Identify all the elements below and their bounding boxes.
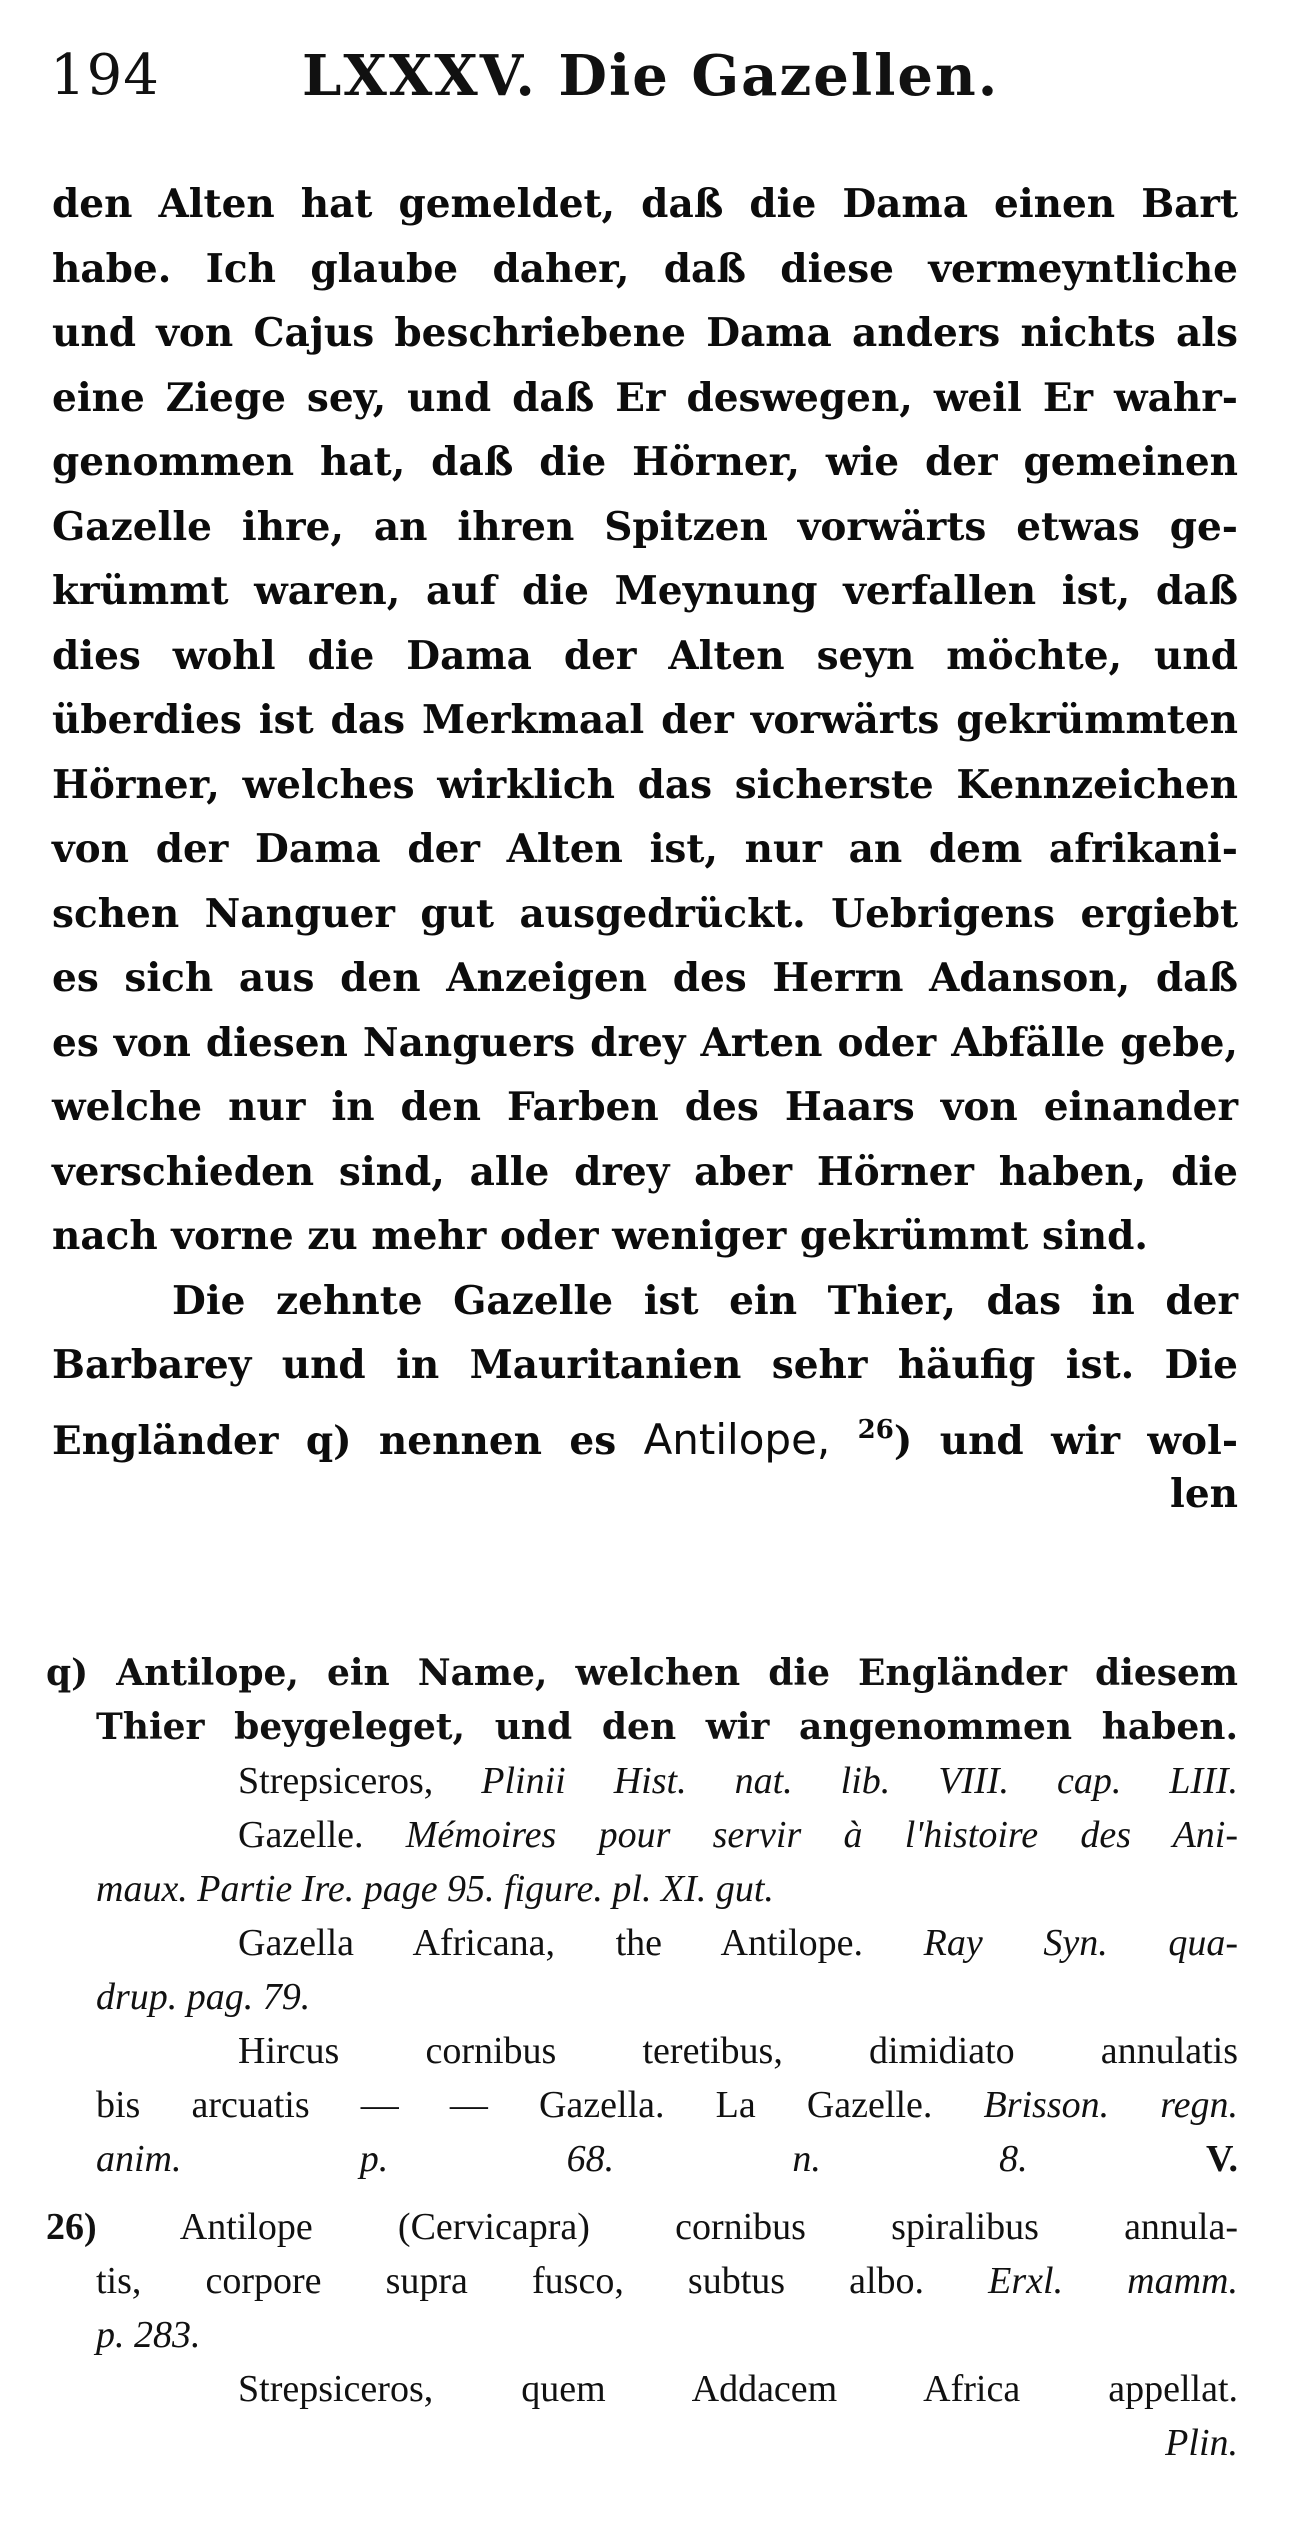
text-line: es von diesen Nanguers drey Arten oder Abfälle gebe, (52, 1019, 1238, 1066)
footnote-26-line (96, 2254, 1238, 2308)
footnote-ref-26: 26 (857, 1414, 894, 1445)
footnote-text: Antilope (Cervicapra) cornibus spiralibus annula- (179, 2206, 1239, 2248)
footnote-label-26: 26) (46, 2206, 97, 2248)
ref-roman: bis arcuatis — — Gazella. La Gazelle. (96, 2084, 933, 2126)
catchword: len (1170, 1471, 1238, 1517)
footnote-text: Antilope, ein Name, welchen die Engländer diesem (116, 1652, 1238, 1694)
ref-italic: Plinii Hist. nat. lib. VIII. cap. LIII. (481, 1760, 1238, 1802)
footnote-label-q: q) (46, 1652, 89, 1694)
main-text (52, 172, 1238, 1527)
text-line: nach vorne zu mehr oder weniger gekrümmt sind. (52, 1213, 1148, 1259)
text-line: den Alten hat gemeldet, daß die Dama einen Bart (52, 181, 1238, 227)
text-line: schen Nanguer gut ausgedrückt. Uebrigens ergiebt (52, 890, 1238, 937)
ref-italic: Brisson. regn. (983, 2084, 1239, 2126)
footnote-ref-line (96, 1916, 1238, 1970)
ref-italic: Erxl. mamm. (988, 2260, 1238, 2302)
ref-italic: Ray Syn. qua- (923, 1922, 1238, 1964)
ref-roman: Gazella Africana, the Antilope. (238, 1922, 864, 1964)
antilope-word: Antilope, (643, 1414, 831, 1464)
text-line: habe. Ich glaube daher, daß diese vermeyntliche (52, 245, 1238, 292)
page-number: 194 (50, 43, 160, 108)
text-line: überdies ist das Merkmaal der vorwärts gekrümmten (52, 697, 1238, 743)
text-line: dies wohl die Dama der Alten seyn möchte, und (52, 632, 1238, 679)
footnote-ref-line (96, 2078, 1238, 2132)
text-line: verschieden sind, alle drey aber Hörner haben, die (52, 1148, 1238, 1195)
text-line: Hörner, welches wirklich das sicherste Kennzeichen (52, 761, 1238, 808)
ref-roman: Gazelle. (238, 1814, 364, 1856)
footnote-q-line (46, 1646, 1238, 1700)
footnote-ref-line (96, 1808, 1238, 1862)
footnote-q-line: Thier beygeleget, und den wir angenommen haben. (96, 1706, 1238, 1748)
ref-italic: anim. p. 68. n. 8. (96, 2138, 1028, 2180)
footnote-ref-line (96, 1754, 1238, 1808)
footnote-26-line (46, 2200, 1239, 2254)
footnote-26-line: p. 283. (96, 2314, 201, 2356)
footnote-ref-line (96, 1862, 1238, 1916)
text-line: krümmt waren, auf die Meynung verfallen ist, daß (52, 568, 1238, 614)
text-line: Barbarey und in Mauritanien sehr häufig ist. Die (52, 1342, 1238, 1388)
footnote-ref-line (96, 1970, 1238, 2024)
text-fragment: ) und wir wol- (893, 1417, 1239, 1464)
text-line: genommen hat, daß die Hörner, wie der gemeinen (52, 439, 1238, 485)
ref-italic: drup. pag. 79. (96, 1976, 311, 2018)
text-line: welche nur in den Farben des Haars von einander (52, 1084, 1238, 1130)
paragraph-start: Die zehnte Gazelle ist ein Thier, das in der (172, 1277, 1238, 1324)
text-line: es sich aus den Anzeigen des Herrn Adanson, daß (52, 955, 1238, 1001)
ref-roman: Strepsiceros, (238, 1760, 434, 1802)
page-header (50, 36, 1246, 116)
text-line: von der Dama der Alten ist, nur an dem afrikani- (52, 826, 1238, 872)
text-line: eine Ziege sey, und daß Er deswegen, weil Er wahr- (52, 374, 1238, 421)
footnote-text: tis, corpore supra fusco, subtus albo. (96, 2260, 925, 2302)
text-fragment: Engländer q) nennen es (52, 1417, 617, 1464)
footnote-26-line: Strepsiceros, quem Addacem Africa appellat. (238, 2368, 1238, 2410)
text-line-with-refs (52, 1398, 1238, 1463)
running-title: LXXXV. Die Gazellen. (302, 43, 1000, 109)
text-line: und von Cajus beschriebene Dama anders nichts als (52, 310, 1238, 356)
ref-italic: Mémoires pour servir à l'histoire des Ani- (405, 1814, 1239, 1856)
ref-tail: V. (1205, 2138, 1239, 2180)
ref-italic: maux. Partie Ire. page 95. figure. pl. XI. gut. (96, 1868, 774, 1910)
footnote-ref-line: Hircus cornibus teretibus, dimidiato annulatis (238, 2030, 1238, 2072)
footnotes (46, 1646, 1239, 2470)
catchword: Plin. (1165, 2422, 1238, 2464)
footnote-ref-line (96, 2132, 1238, 2186)
text-line: Gazelle ihre, an ihren Spitzen vorwärts etwas ge- (52, 503, 1238, 550)
